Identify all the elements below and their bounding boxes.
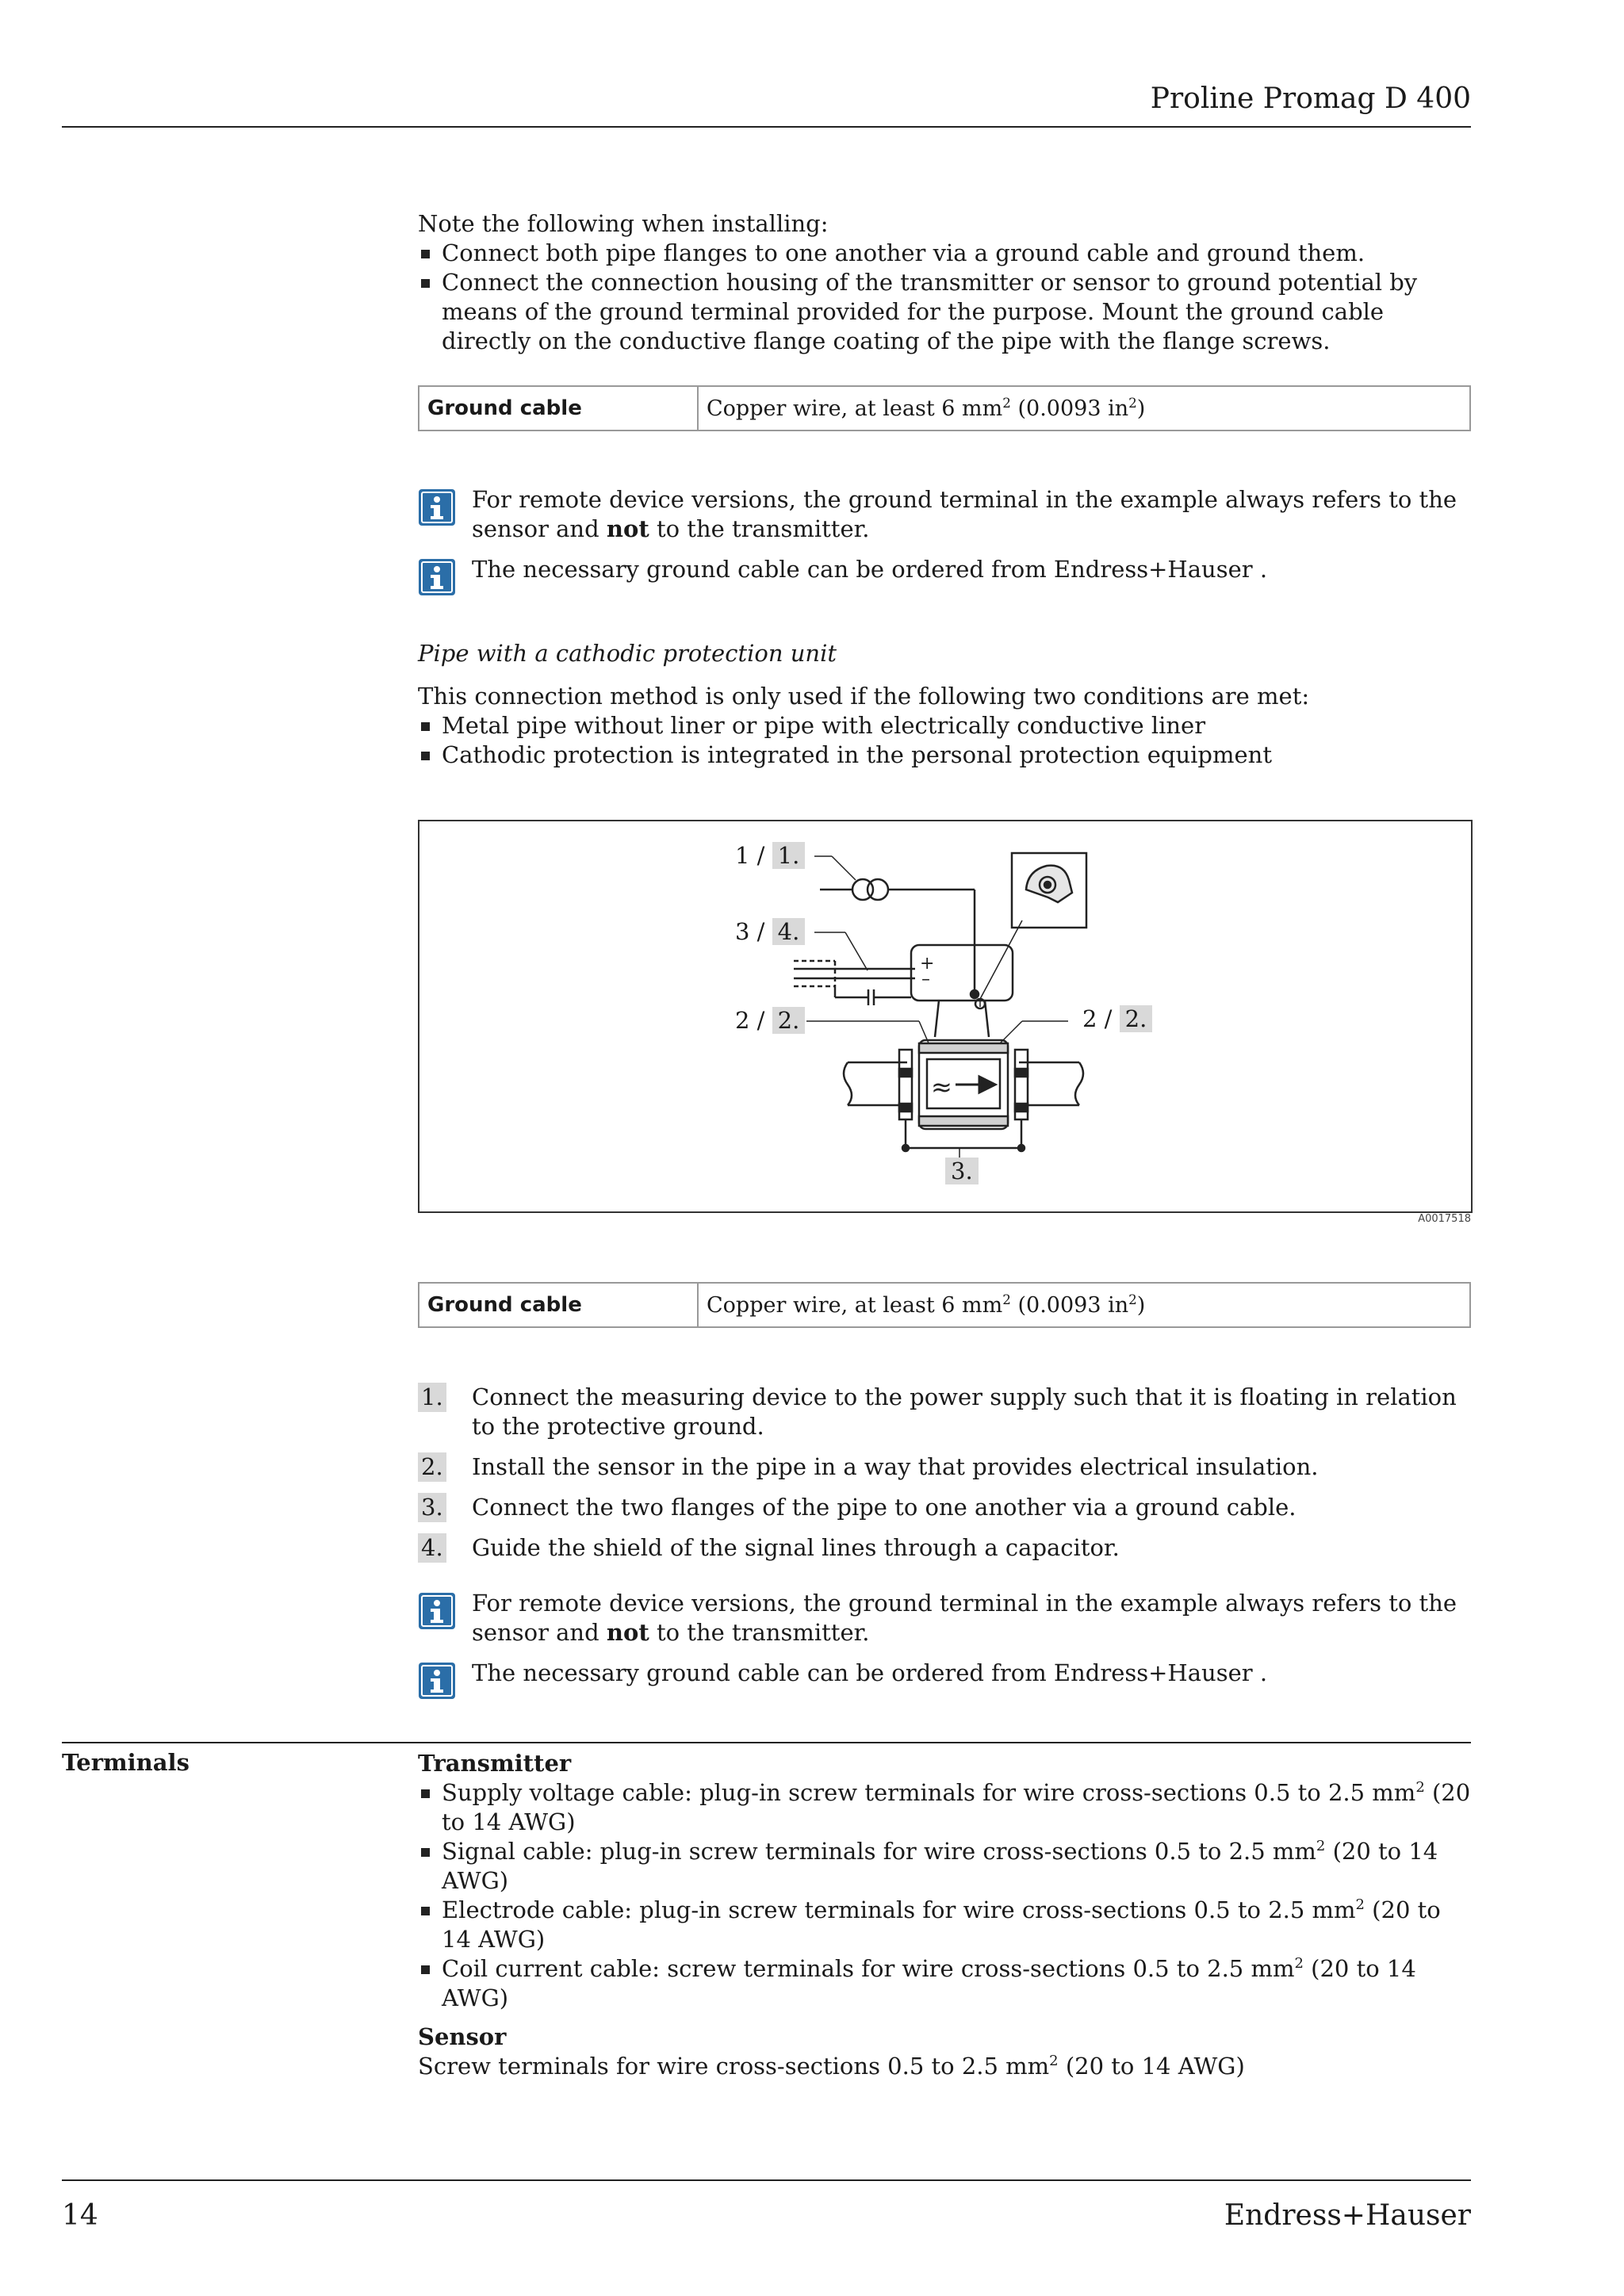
diagram-label: 3.: [945, 1158, 979, 1184]
terminals-section: [418, 1749, 1473, 2081]
svg-text:–: –: [921, 970, 930, 989]
figure-id: A0017518: [1418, 1213, 1471, 1225]
transmitter-terminal-item: Supply voltage cable: plug-in screw terminals for wire cross-sections 0.5 to 2.5 $mm^2$ (20 to 14 AWG): [418, 1778, 1473, 1837]
info-note-text: The necessary ground cable can be ordered from Endress+Hauser .: [472, 1659, 1268, 1686]
info-note: [418, 485, 1471, 544]
intro-section: [418, 209, 1473, 356]
ground-cable-table: [418, 1282, 1471, 1328]
cathodic-lead: This connection method is only used if the following two conditions are met:: [418, 683, 1310, 710]
ground-cable-table: [418, 385, 1471, 431]
ground-cable-value: Copper wire, at least 6 $mm^2$ (0.0093 $in^2$): [698, 386, 1470, 430]
info-icon: [418, 558, 456, 596]
info-note: [418, 1659, 1471, 1688]
cathodic-bullet: Metal pipe without liner or pipe with electrically conductive liner: [418, 711, 1473, 740]
info-note-text: For remote device versions, the ground terminal in the example always refers to the sensor and not to the transmitter.: [472, 486, 1457, 542]
intro-bullet-list: [418, 239, 1473, 356]
intro-lead: Note the following when installing:: [418, 210, 829, 237]
intro-bullet: Connect both pipe flanges to one another via a ground cable and ground them.: [418, 239, 1473, 268]
step-number: 2.: [418, 1452, 446, 1482]
transmitter-terminal-item: Coil current cable: screw terminals for wire cross-sections 0.5 to 2.5 $mm^2$ (20 to 14 AWG): [418, 1954, 1473, 2013]
footer-brand: Endress+Hauser: [1224, 2199, 1471, 2232]
transmitter-terminal-item: Signal cable: plug-in screw terminals for wire cross-sections 0.5 to 2.5 $mm^2$ (20 to 14 AWG): [418, 1837, 1473, 1896]
cathodic-bullet: Cathodic protection is integrated in the personal protection equipment: [418, 740, 1473, 770]
svg-text:+: +: [920, 954, 935, 974]
ground-cable-label: Ground cable: [419, 1283, 698, 1327]
cathodic-heading: Pipe with a cathodic protection unit: [418, 640, 837, 667]
table-row: [419, 386, 1470, 430]
transmitter-terminal-item: Electrode cable: plug-in screw terminals for wire cross-sections 0.5 to 2.5 $mm^2$ (20 to 14 AWG): [418, 1896, 1473, 1954]
diagram-label: 2 / 2.: [1082, 1005, 1152, 1032]
ground-cable-value: Copper wire, at least 6 $mm^2$ (0.0093 $in^2$): [698, 1283, 1470, 1327]
step-text: Guide the shield of the signal lines through a capacitor.: [472, 1534, 1120, 1561]
sensor-heading: Sensor: [418, 2023, 507, 2050]
header-rule: [62, 126, 1471, 128]
step-item: [418, 1452, 1471, 1482]
terminals-label: Terminals: [62, 1749, 190, 1776]
step-item: [418, 1533, 1471, 1563]
step-text: Install the sensor in the pipe in a way that provides electrical insulation.: [472, 1453, 1319, 1480]
section-rule: [62, 1742, 1471, 1743]
step-item: [418, 1493, 1471, 1522]
page-number: 14: [62, 2199, 98, 2232]
step-text: Connect the two flanges of the pipe to one another via a ground cable.: [472, 1494, 1297, 1521]
cathodic-section: [418, 682, 1473, 770]
info-note: [418, 1589, 1471, 1647]
ground-cable-label: Ground cable: [419, 386, 698, 430]
step-number: 4.: [418, 1533, 446, 1563]
step-text: Connect the measuring device to the power supply such that it is floating in relation to the protective ground.: [472, 1383, 1457, 1440]
info-note: [418, 555, 1471, 584]
wiring-diagram-figure: [418, 820, 1473, 1213]
diagram-label: 3 / 4.: [735, 918, 805, 945]
transmitter-terminal-list: [418, 1778, 1473, 2013]
cathodic-bullet-list: [418, 711, 1473, 770]
info-note-text: The necessary ground cable can be ordered from Endress+Hauser .: [472, 556, 1268, 583]
diagram-label: 2 / 2.: [735, 1007, 805, 1034]
sensor-terminal-text: Screw terminals for wire cross-sections 0.5 to 2.5 $mm^2$ (20 to 14 AWG): [418, 2053, 1245, 2080]
intro-bullet: Connect the connection housing of the transmitter or sensor to ground potential by means of the ground terminal provided for the purpose. Mount the ground cable directly on the conductive flange coating of the pipe with the flange screws.: [418, 268, 1473, 356]
info-icon: [418, 488, 456, 526]
wiring-diagram: [419, 821, 1471, 1211]
diagram-label: 1 / 1.: [735, 842, 805, 869]
info-icon: [418, 1662, 456, 1700]
step-number: 1.: [418, 1383, 446, 1412]
info-note-text: For remote device versions, the ground terminal in the example always refers to the sensor and not to the transmitter.: [472, 1590, 1457, 1646]
document-title: Proline Promag D 400: [1150, 82, 1471, 115]
footer-rule: [62, 2179, 1471, 2181]
info-icon: [418, 1592, 456, 1630]
step-item: [418, 1383, 1471, 1441]
step-number: 3.: [418, 1493, 446, 1522]
transmitter-heading: Transmitter: [418, 1750, 572, 1777]
svg-text:≈: ≈: [931, 1072, 952, 1102]
table-row: [419, 1283, 1470, 1327]
